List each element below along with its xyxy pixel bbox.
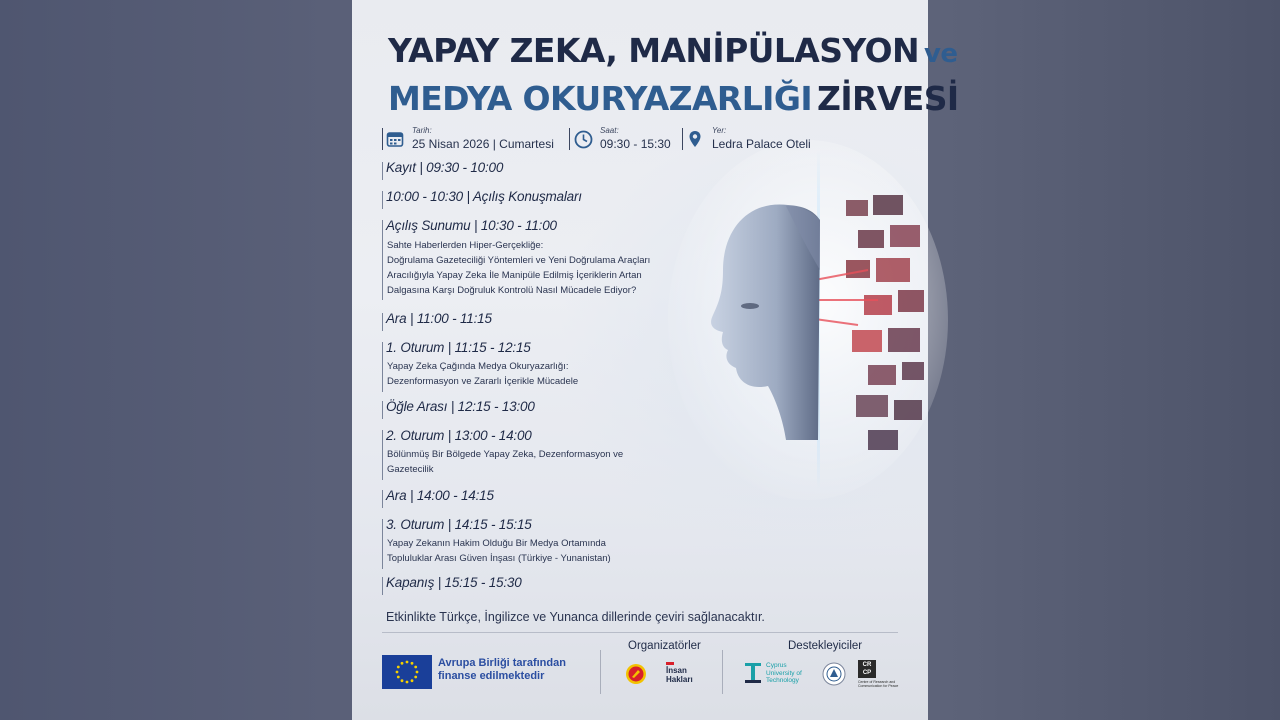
schedule-detail: Dalgasına Karşı Doğruluk Kontrolü Nasıl Mücadele Ediyor? (387, 285, 637, 296)
schedule-heading: Ara | 14:00 - 14:15 (386, 488, 494, 503)
translation-note: Etkinlikte Türkçe, İngilizce ve Yunanca dillerinde çeviri sağlanacaktır. (386, 610, 765, 624)
calendar-icon (386, 130, 404, 148)
crcp-caption: Centre of Research and Communication for Peace (858, 680, 899, 688)
org-logo2-line2: Hakları (666, 675, 693, 684)
crcp-logo (858, 660, 906, 688)
title-line2-dark: ZİRVESİ (817, 79, 959, 118)
place-value: Ledra Palace Oteli (712, 137, 811, 151)
footer-divider (382, 632, 898, 633)
location-pin-icon (686, 130, 704, 148)
ai-face-illustration (668, 150, 928, 520)
schedule-heading: 3. Oturum | 14:15 - 15:15 (386, 517, 532, 532)
eu-line2: finanse edilmektedir (438, 670, 545, 682)
info-divider (382, 128, 383, 150)
schedule-detail: Yapay Zeka Çağında Medya Okuryazarlığı: (387, 361, 569, 372)
schedule-heading: Kayıt | 09:30 - 10:00 (386, 160, 504, 175)
cut-line2: University of (766, 669, 802, 677)
clock-icon (574, 130, 592, 148)
time-value: 09:30 - 15:30 (600, 137, 671, 151)
organizer-logo-2 (666, 662, 706, 684)
supporters-heading: Destekleyiciler (788, 640, 863, 652)
schedule-detail: Sahte Haberlerden Hiper-Gerçekliğe: (387, 240, 544, 251)
time-label: Saat: (600, 126, 619, 135)
schedule-heading: 2. Oturum | 13:00 - 14:00 (386, 428, 532, 443)
eu-funding-text (438, 657, 566, 683)
place-label: Yer: (712, 126, 727, 135)
crcp-letters: CR CP (858, 660, 876, 678)
schedule-detail: Gazetecilik (387, 464, 434, 475)
cut-line3: Technology (766, 677, 799, 684)
footer-divider (722, 650, 723, 694)
info-divider (569, 128, 570, 150)
organizer-logo-1 (625, 663, 647, 690)
supporter-seal-logo (822, 662, 846, 691)
event-poster (352, 0, 959, 720)
schedule-heading: 10:00 - 10:30 | Açılış Konuşmaları (386, 189, 582, 204)
schedule-detail: Aracılığıyla Yapay Zeka İle Manipüle Edilmiş İçeriklerin Artan (387, 270, 642, 281)
page-title (388, 30, 959, 126)
title-line1: YAPAY ZEKA, MANİPÜLASYON (388, 31, 920, 70)
cut-line1: Cyprus (766, 662, 787, 669)
organizers-heading: Organizatörler (628, 640, 701, 652)
date-label: Tarih: (412, 126, 432, 135)
schedule-heading: 1. Oturum | 11:15 - 12:15 (386, 340, 531, 355)
schedule-heading: Kapanış | 15:15 - 15:30 (386, 575, 522, 590)
schedule-detail: Dezenformasyon ve Zararlı İçerikle Mücadele (387, 376, 579, 387)
date-value: 25 Nisan 2026 | Cumartesi (412, 137, 554, 151)
schedule-heading: Açılış Sunumu | 10:30 - 11:00 (386, 218, 557, 233)
info-divider (682, 128, 683, 150)
title-ve: ve (924, 39, 958, 69)
eu-line1: Avrupa Birliği tarafından (438, 657, 566, 669)
schedule-heading: Öğle Arası | 12:15 - 13:00 (386, 399, 535, 414)
schedule-detail: Doğrulama Gazeteciliği Yöntemleri ve Yeni Doğrulama Araçları (387, 255, 651, 266)
org-logo2-line1: İnsan (666, 666, 687, 675)
eu-flag-logo (382, 655, 432, 689)
schedule-heading: Ara | 11:00 - 11:15 (386, 311, 492, 326)
title-line2-blue: MEDYA OKURYAZARLIĞI (388, 79, 813, 118)
schedule-detail: Topluluklar Arası Güven İnşası (Türkiye - Yunanistan) (387, 553, 611, 564)
schedule-detail: Bölünmüş Bir Bölgede Yapay Zeka, Dezenformasyon ve (387, 449, 624, 460)
schedule-detail: Yapay Zekanın Hakim Olduğu Bir Medya Ortamında (387, 538, 606, 549)
footer-divider (600, 650, 601, 694)
